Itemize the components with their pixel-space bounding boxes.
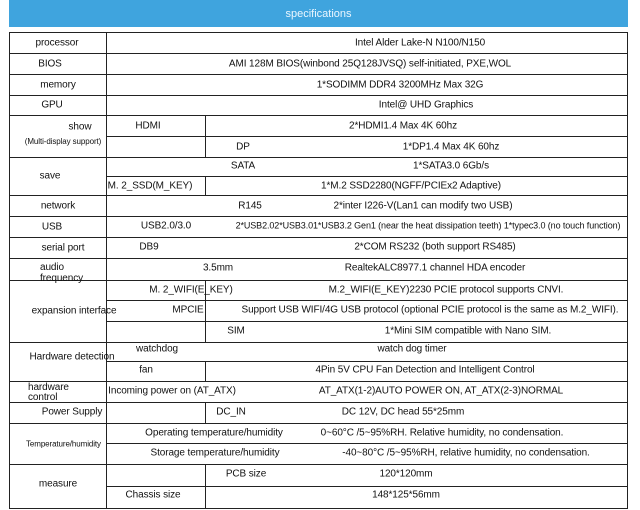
sub-value-dp: 1*DP1.4 Max 4K 60hz (402, 141, 500, 153)
sub-value-sim: 1*Mini SIM compatible with Nano SIM. (384, 325, 552, 337)
sub-label-mpcie: MPCIE (172, 304, 204, 316)
sub-label-storage: Storage temperature/humidity (150, 447, 280, 459)
sub-value-m2-ssd: 1*M.2 SSD2280(NGFF/PCIEx2 Adaptive) (321, 180, 501, 192)
sub-value-operating: 0~60°C /5~95%RH. Relative humidity, no condensation. (320, 427, 564, 439)
sub-label-power: DC_IN (216, 406, 246, 418)
sub-value-hdmi: 2*HDMI1.4 Max 4K 60hz (349, 120, 457, 132)
sub-label-control: Incoming power on (AT_ATX) (108, 385, 236, 397)
sub-label-sim: SIM (227, 325, 245, 337)
sub-value-sata: 1*SATA3.0 6Gb/s (413, 160, 489, 172)
row-value-power: DC 12V, DC head 55*25mm (341, 406, 465, 418)
sub-label-fan: fan (139, 364, 153, 376)
row-label-expansion: expansion interface (31, 305, 117, 317)
row-label-bios: BIOS (38, 58, 62, 70)
row-label-hardware-control: hardware control (28, 382, 69, 403)
sub-label-network: R145 (238, 200, 262, 212)
row-label-processor: processor (35, 37, 79, 49)
row-sublabel-show: (Multi-display support) (24, 137, 102, 146)
row-value-serial: 2*COM RS232 (both support RS485) (354, 241, 516, 253)
sub-label-dp: DP (236, 141, 250, 153)
sub-label-sata: SATA (230, 160, 256, 172)
row-label-gpu: GPU (41, 99, 63, 111)
sub-label-chassis: Chassis size (125, 489, 181, 501)
sub-label-m2-ssd: M. 2_SSD(M_KEY) (107, 180, 193, 192)
row-label-power: Power Supply (41, 406, 103, 418)
sub-label-hdmi: HDMI (135, 120, 161, 132)
row-label-show: show (68, 121, 92, 133)
table-title: specifications (9, 0, 628, 27)
row-value-network: 2*inter I226-V(Lan1 can modify two USB) (333, 200, 513, 212)
row-label-temperature: Temperature/humidity (26, 439, 101, 449)
row-value-audio: RealtekALC8977.1 channel HDA encoder (344, 262, 526, 274)
sub-value-pcb: 120*120mm (379, 468, 433, 480)
row-label-measure: measure (38, 478, 78, 490)
row-label-audio: audio frequency (40, 262, 84, 284)
row-value-usb: 2*USB2.02*USB3.01*USB3.2 Gen1 (near the heat dissipation teeth) 1*typec3.0 (no touch function) (235, 220, 621, 231)
row-label-hardware-detection: Hardware detection (29, 351, 115, 363)
row-value-gpu: Intel@ UHD Graphics (378, 99, 474, 111)
row-label-serial: serial port (41, 242, 85, 254)
sub-label-usb: USB2.0/3.0 (140, 220, 192, 232)
sub-label-serial: DB9 (139, 241, 159, 253)
row-label-network: network (40, 200, 76, 212)
sub-value-m2-wifi: M.2_WIFI(E_KEY)2230 PCIE protocol supports CNVI. (328, 284, 564, 296)
row-value-control: AT_ATX(1-2)AUTO POWER ON, AT_ATX(2-3)NORMAL (318, 385, 564, 397)
sub-label-pcb: PCB size (225, 468, 267, 480)
sub-value-fan: 4Pin 5V CPU Fan Detection and Intelligent Control (315, 364, 535, 376)
row-label-usb: USB (41, 221, 63, 233)
sub-value-mpcie: Support USB WIFI/4G USB protocol (optional PCIE protocol is the same as M.2_WIFI). (241, 304, 619, 316)
row-value-memory: 1*SODIMM DDR4 3200MHz Max 32G (316, 79, 484, 91)
sub-value-chassis: 148*125*56mm (372, 489, 440, 501)
sub-value-storage: -40~80°C /5~95%RH, relative humidity, no condensation. (342, 447, 590, 459)
row-value-bios: AMI 128M BIOS(winbond 25Q128JVSQ) self-initiated, PXE,WOL (228, 58, 512, 70)
row-label-save: save (39, 170, 61, 182)
sub-label-m2-wifi: M. 2_WIFI(E_KEY) (149, 284, 233, 296)
row-label-memory: memory (40, 79, 76, 91)
row-value-processor: Intel Alder Lake-N N100/N150 (354, 37, 486, 49)
sub-value-watchdog: watch dog timer (377, 343, 447, 355)
sub-label-watchdog: watchdog (135, 343, 179, 355)
sub-label-audio: 3.5mm (202, 262, 234, 274)
sub-label-operating: Operating temperature/humidity (145, 427, 283, 439)
